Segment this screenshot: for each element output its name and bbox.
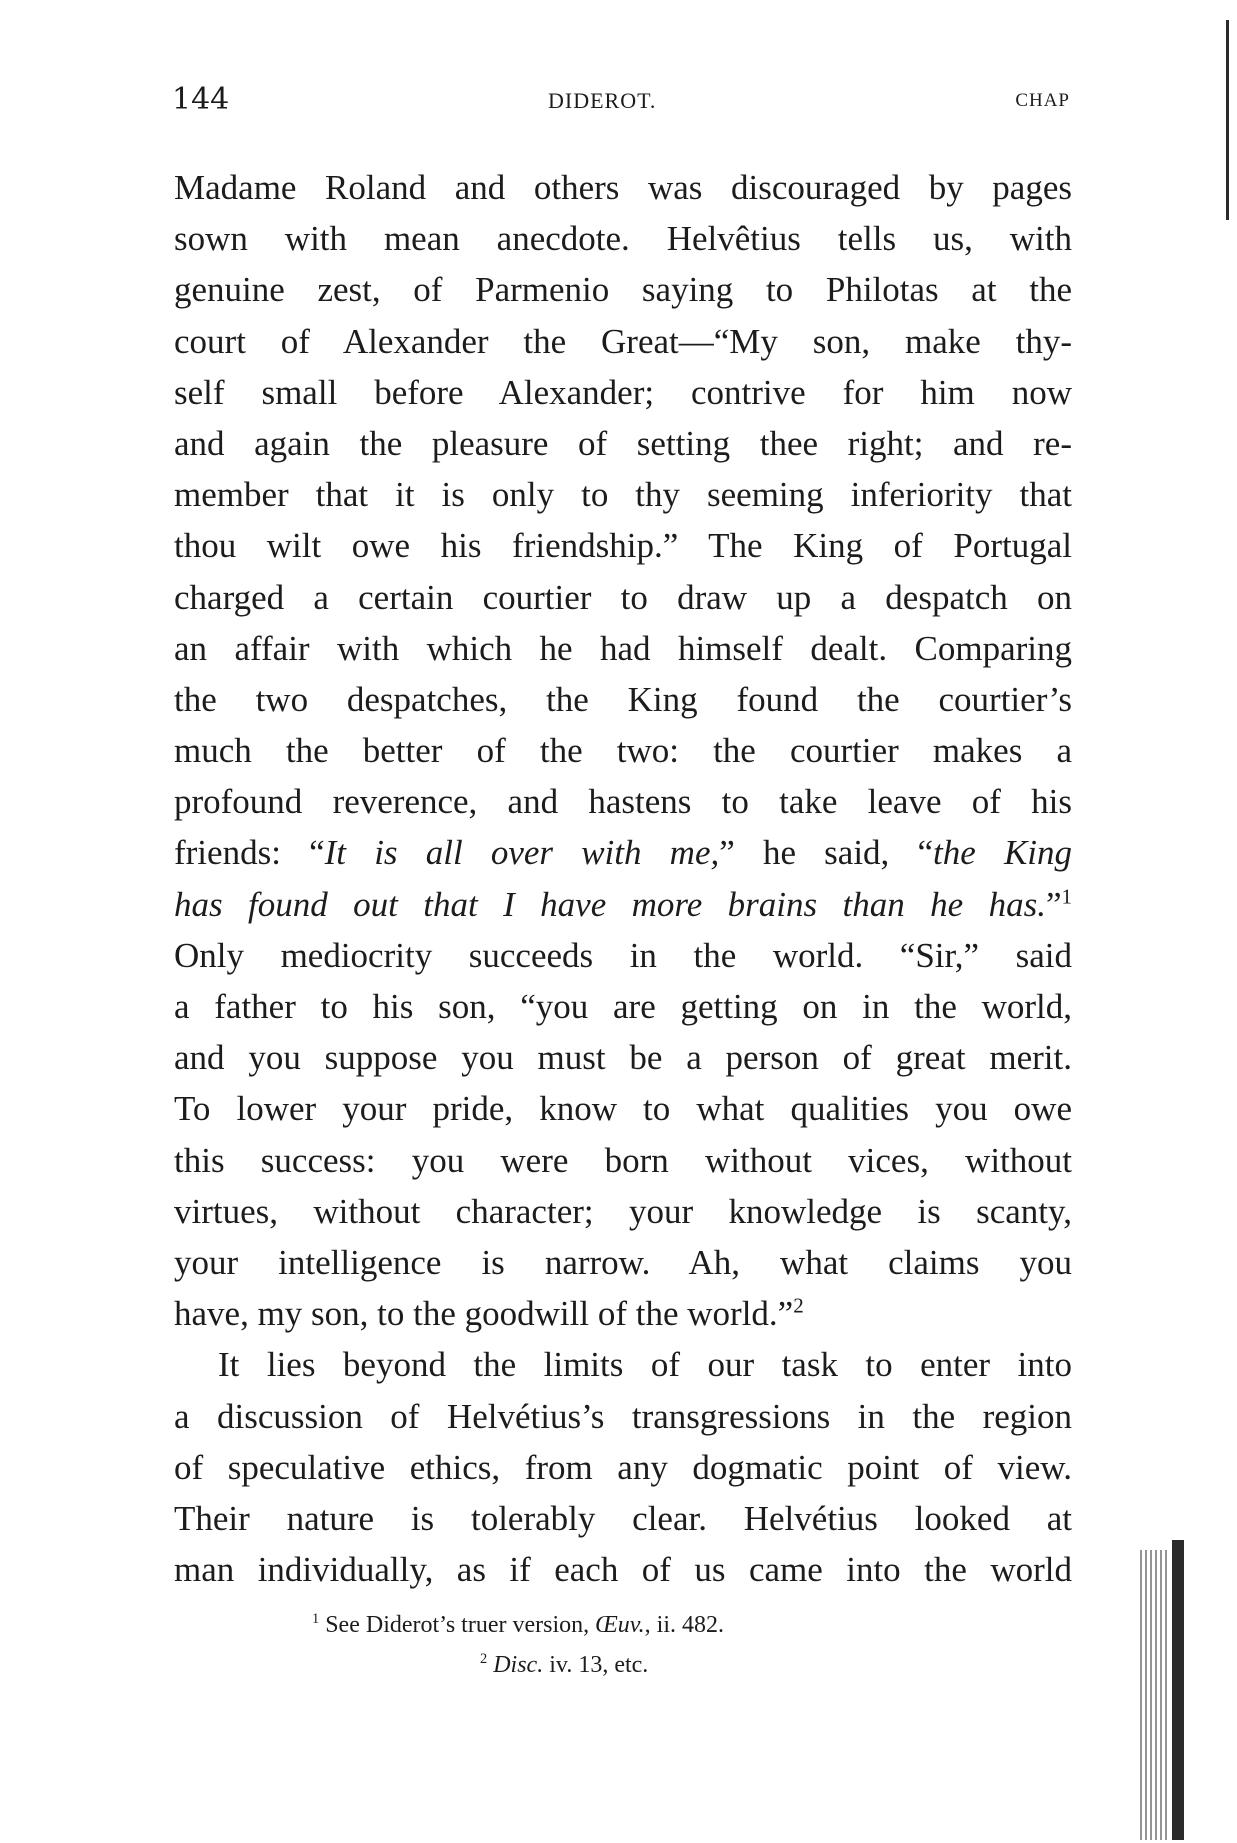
text-line: profound reverence, and hastens to take leave of his <box>174 782 1072 822</box>
page-edge-shadow <box>1140 1550 1170 1840</box>
text-segment: ” he said, “ <box>719 833 934 873</box>
footnote-reference: 1 <box>1061 883 1072 908</box>
page-header <box>172 82 1070 122</box>
italic-quote: has found out that I have more brains than he has. <box>174 884 1046 924</box>
running-head: DIDEROT. <box>548 88 657 113</box>
chapter-abbreviation: CHAP <box>1015 90 1070 111</box>
text-line-quote <box>174 827 1072 878</box>
italic-quote: the King <box>933 833 1072 873</box>
footnotes <box>312 1605 1012 1685</box>
text-line: member that it is only to thy seeming inferiority that <box>174 475 1072 515</box>
text-line: much the better of the two: the courtier makes a <box>174 731 1072 771</box>
text-line: the two despatches, the King found the courtier’s <box>174 679 1072 719</box>
italic-quote: It is all over with me, <box>324 833 720 873</box>
text-segment: have, my son, to the goodwill of the world.” <box>174 1294 794 1334</box>
text-line: an affair with which he had himself dealt. Comparing <box>174 628 1072 668</box>
footnote-italic: Disc. <box>487 1652 544 1678</box>
page-edge-binding <box>1172 1540 1184 1840</box>
page-edge-rule <box>1226 20 1229 220</box>
text-line: your intelligence is narrow. Ah, what claims you <box>174 1242 1072 1282</box>
footnote-italic: Œuv. <box>595 1612 645 1638</box>
footnote-2 <box>312 1645 1012 1685</box>
footnote-text: See Diderot’s truer version, <box>319 1612 596 1638</box>
text-line: Their nature is tolerably clear. Helvétius looked at <box>174 1498 1072 1538</box>
text-line: court of Alexander the Great—“My son, make thy- <box>174 321 1072 361</box>
text-line-quote <box>174 879 1072 930</box>
footnote-reference: 2 <box>793 1293 804 1318</box>
footnote-marker: 1 <box>312 1611 320 1627</box>
text-line: Madame Roland and others was discouraged by pages <box>174 168 1072 207</box>
footnote-text: , ii. 482. <box>644 1612 725 1638</box>
body-text <box>174 162 1072 1595</box>
text-line: and again the pleasure of setting thee right; and re- <box>174 423 1072 463</box>
footnote-text: iv. 13, etc. <box>543 1652 649 1678</box>
footnote-1 <box>312 1605 1012 1645</box>
text-line: sown with mean anecdote. Helvêtius tells us, with <box>174 219 1072 259</box>
text-line: self small before Alexander; contrive for him now <box>174 372 1072 412</box>
text-line: To lower your pride, know to what qualities you owe <box>174 1089 1072 1129</box>
text-line: Only mediocrity succeeds in the world. “Sir,” said <box>174 935 1072 975</box>
paragraph-first-line: It lies beyond the limits of our task to enter into <box>218 1345 1072 1385</box>
text-line: a discussion of Helvétius’s transgressions in the region <box>174 1396 1072 1436</box>
text-line: man individually, as if each of us came into the world <box>174 1550 1072 1590</box>
footnote-marker: 2 <box>480 1651 488 1667</box>
text-segment: friends: “ <box>174 833 325 873</box>
text-segment: ” <box>1045 884 1062 924</box>
text-line: virtues, without character; your knowledge is scanty, <box>174 1191 1072 1231</box>
text-line: this success: you were born without vices, without <box>174 1140 1072 1180</box>
text-line: genuine zest, of Parmenio saying to Philotas at the <box>174 270 1072 310</box>
text-line: a father to his son, “you are getting on in the world, <box>174 987 1072 1026</box>
text-line: and you suppose you must be a person of great merit. <box>174 1038 1072 1078</box>
text-line: charged a certain courtier to draw up a despatch on <box>174 577 1072 617</box>
text-line: of speculative ethics, from any dogmatic point of view. <box>174 1447 1072 1487</box>
text-line: thou wilt owe his friendship.” The King of Portugal <box>174 526 1072 566</box>
page-number: 144 <box>172 82 230 117</box>
text-line <box>174 1288 1072 1339</box>
